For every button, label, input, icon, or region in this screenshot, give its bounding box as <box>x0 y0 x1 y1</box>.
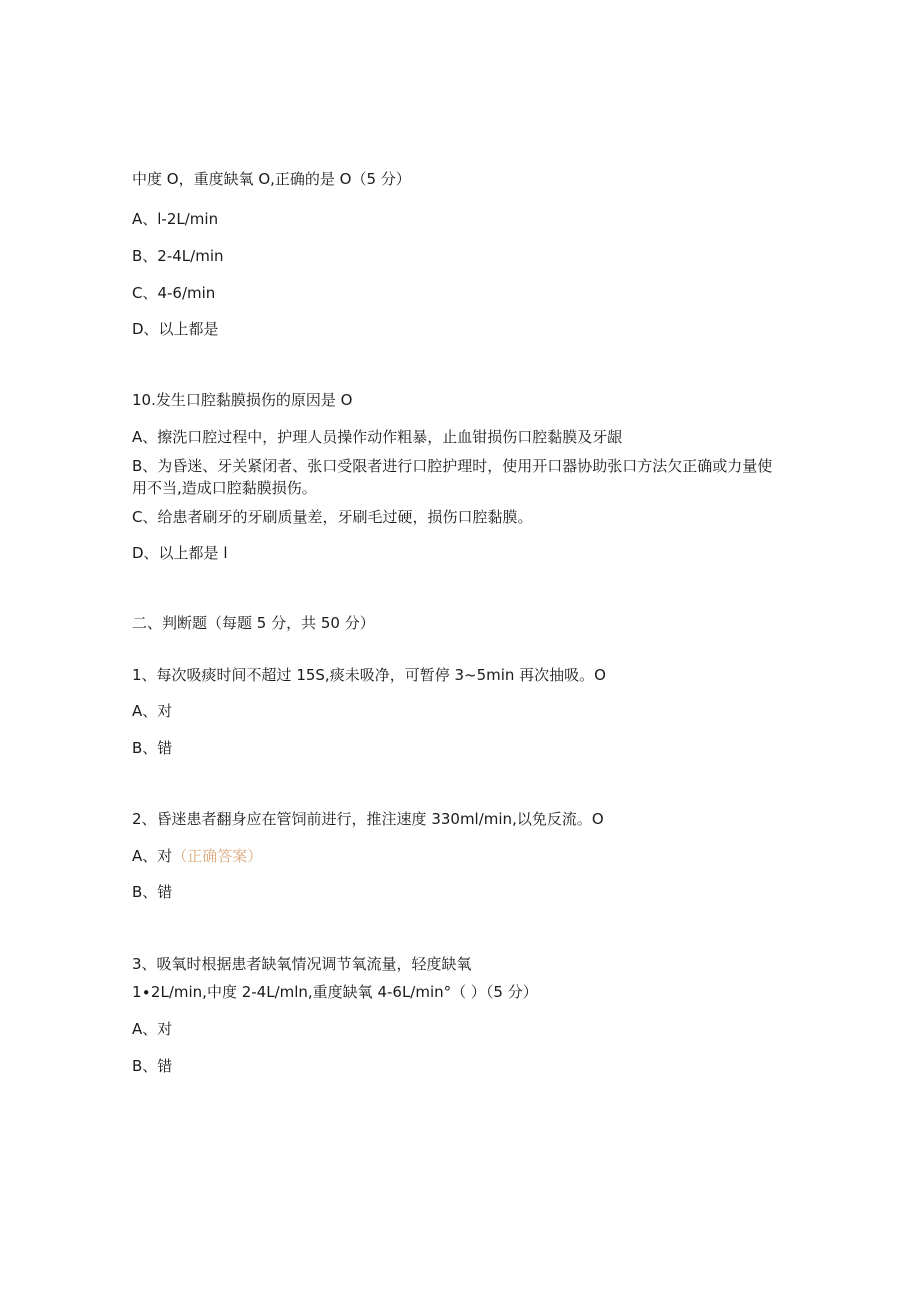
tf-question-1-option-b[interactable]: B、错 <box>132 739 173 757</box>
question-9-option-a[interactable]: A、l-2L∕min <box>132 210 219 228</box>
tf-question-3-stem-line-1: 3、吸氧时根据患者缺氧情况调节氧流量，轻度缺氧 <box>132 955 472 973</box>
question-9-option-b[interactable]: B、2-4L∕min <box>132 247 224 265</box>
section-title: 二、判断题（每题 5 分，共 50 分） <box>132 614 375 632</box>
question-9-option-c[interactable]: C、4-6/min <box>132 284 216 302</box>
question-10-stem: 10.发生口腔黏膜损伤的原因是 O <box>132 391 353 409</box>
question-9-option-d[interactable]: D、以上都是 <box>132 320 219 338</box>
tf-question-3-stem-line-2: 1∙2L∕min,中度 2-4L∕mln,重度缺氧 4-6L∕min°（ ）（5 分） <box>132 983 538 1001</box>
question-10-option-b[interactable]: B、为昏迷、牙关紧闭者、张口受限者进行口腔护理时，使用开口器协助张口方法欠正确或力量使用不当,造成口腔黏膜损伤。 <box>132 457 773 497</box>
question-10-option-a[interactable]: A、擦洗口腔过程中，护理人员操作动作粗暴，止血钳损伤口腔黏膜及牙龈 <box>132 428 623 446</box>
tf-question-1-option-a[interactable]: A、对 <box>132 702 173 720</box>
tf-question-3-option-b[interactable]: B、错 <box>132 1057 173 1075</box>
tf-question-2-option-a-label: A、对 <box>132 847 173 865</box>
correct-answer-mark: （正确答案） <box>172 847 263 865</box>
question-10-option-c[interactable]: C、给患者刷牙的牙刷质量差，牙刷毛过硬，损伤口腔黏膜。 <box>132 508 533 526</box>
tf-question-1-stem: 1、每次吸痰时间不超过 15S,痰未吸净，可暂停 3~5min 再次抽吸。O <box>132 666 606 684</box>
tf-question-2-option-b[interactable]: B、错 <box>132 883 173 901</box>
question-10-option-d[interactable]: D、以上都是 l <box>132 544 228 562</box>
question-9-stem: 中度 O，重度缺氧 O,正确的是 O（5 分） <box>132 170 411 188</box>
tf-question-3-option-a[interactable]: A、对 <box>132 1020 173 1038</box>
tf-question-2-option-a[interactable] <box>132 845 262 867</box>
tf-question-2-stem: 2、昏迷患者翻身应在管饲前进行，推注速度 330ml∕min,以免反流。O <box>132 810 604 828</box>
